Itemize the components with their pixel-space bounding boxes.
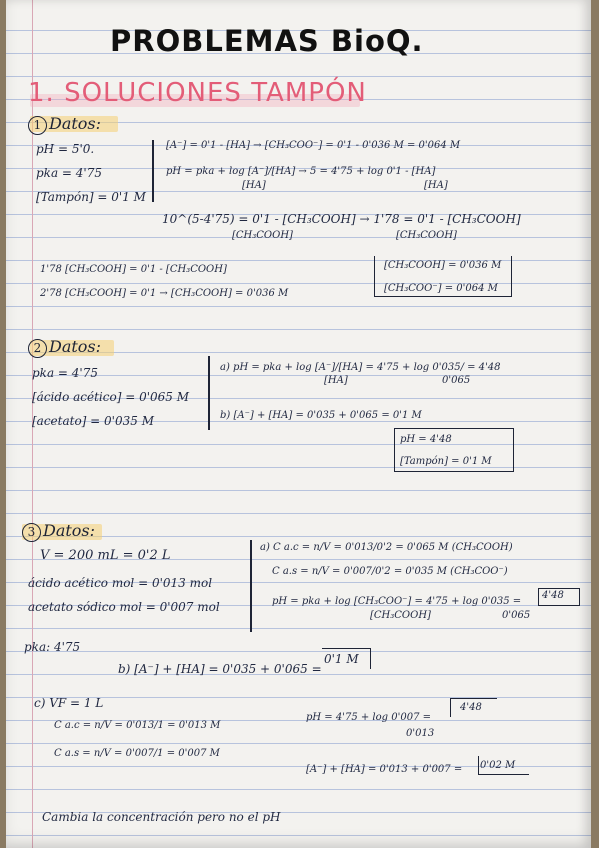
- p1-eq-3-den: [CH₃COOH]: [232, 230, 293, 241]
- page-title: PROBLEMAS BioQ.: [110, 24, 424, 58]
- p1-result-2: [CH₃COO⁻] = 0'064 M: [384, 283, 498, 294]
- section-heading: 1. SOLUCIONES TAMPÓN: [28, 78, 367, 108]
- problem-1-header: [28, 114, 101, 135]
- p3-eq-a3: pH = pka + log [CH₃COO⁻] = 4'75 + log 0'035 =: [272, 596, 522, 607]
- p3-eq-a3-den: [CH₃COOH]: [370, 610, 431, 621]
- p1-given-pka: pka = 4'75: [36, 166, 102, 180]
- problem-1-label: Datos:: [49, 114, 102, 133]
- p3-given-pka: pka: 4'75: [24, 640, 81, 654]
- p3-conclusion: Cambia la concentración pero no el pH: [42, 810, 281, 824]
- problem-3-number: 3: [22, 523, 41, 542]
- p1-eq-1: [A⁻] = 0'1 - [HA] → [CH₃COO⁻] = 0'1 - 0'036 M = 0'064 M: [166, 140, 461, 151]
- p2-eq-a-den-b: 0'065: [442, 375, 471, 386]
- p3-given-acetato: acetato sódico mol = 0'007 mol: [28, 600, 220, 614]
- p1-eq-5: 2'78 [CH₃COOH] = 0'1 → [CH₃COOH] = 0'036 M: [40, 288, 289, 299]
- p1-eq-3: 10^(5-4'75) = 0'1 - [CH₃COOH] → 1'78 = 0'1 - [CH₃COOH]: [162, 212, 521, 226]
- p3-brace: [250, 540, 252, 632]
- p2-result-2: [Tampón] = 0'1 M: [400, 456, 492, 467]
- p2-eq-a-den: [HA]: [324, 375, 348, 386]
- p1-eq-2-den: [HA]: [242, 180, 266, 191]
- p1-eq-3-den-b: [CH₃COOH]: [396, 230, 457, 241]
- p3-eq-a3-den-b: 0'065: [502, 610, 531, 621]
- notebook-page: [6, 0, 591, 848]
- problem-3-label: Datos:: [43, 521, 96, 540]
- p3-c-sum-result: 0'02 M: [480, 760, 516, 771]
- problem-1-number: 1: [28, 116, 47, 135]
- p2-eq-a: a) pH = pka + log [A⁻]/[HA] = 4'75 + log 0'035/ = 4'48: [220, 362, 501, 373]
- p3-eq-a1: a) C a.c = n/V = 0'013/0'2 = 0'065 M (CH₃COOH): [260, 542, 513, 553]
- p1-given-tampon: [Tampón] = 0'1 M: [36, 190, 146, 204]
- p2-result-1: pH = 4'48: [400, 434, 452, 445]
- p3-c-eq-1: C a.c = n/V = 0'013/1 = 0'013 M: [54, 720, 221, 731]
- p1-brace: [152, 140, 154, 202]
- p3-c-eq-ph: pH = 4'75 + log 0'007 =: [306, 712, 431, 723]
- problem-2-label: Datos:: [49, 337, 102, 356]
- p3-c-eq-3: [A⁻] + [HA] = 0'013 + 0'007 =: [306, 764, 463, 775]
- p2-brace: [208, 356, 210, 430]
- p2-given-acido: [ácido acético] = 0'065 M: [32, 390, 190, 404]
- p2-eq-b: b) [A⁻] + [HA] = 0'035 + 0'065 = 0'1 M: [220, 410, 422, 421]
- p3-c-label: c) VF = 1 L: [34, 696, 104, 710]
- problem-3-header: [22, 521, 95, 542]
- p3-c-eq-2: C a.s = n/V = 0'007/1 = 0'007 M: [54, 748, 220, 759]
- problem-2-number: 2: [28, 339, 47, 358]
- p1-given-ph: pH = 5'0.: [36, 142, 95, 156]
- p3-c-eq-ph-den: 0'013: [406, 728, 435, 739]
- p3-given-acido: ácido acético mol = 0'013 mol: [28, 576, 213, 590]
- p3-eq-a2: C a.s = n/V = 0'007/0'2 = 0'035 M (CH₃COO⁻): [272, 566, 508, 577]
- problem-2-header: [28, 337, 101, 358]
- p2-given-pka: pka = 4'75: [32, 366, 98, 380]
- p3-c-ph-result: 4'48: [460, 702, 482, 713]
- p1-eq-4: 1'78 [CH₃COOH] = 0'1 - [CH₃COOH]: [40, 264, 227, 275]
- p3-given-volume: V = 200 mL = 0'2 L: [40, 548, 171, 563]
- p1-eq-2-den-b: [HA]: [424, 180, 448, 191]
- p1-eq-2: pH = pka + log [A⁻]/[HA] → 5 = 4'75 + log 0'1 - [HA]: [166, 166, 436, 177]
- p3-a-result: 4'48: [542, 590, 564, 601]
- p2-given-acetato: [acetato] = 0'035 M: [32, 414, 154, 428]
- p3-b-result: 0'1 M: [324, 652, 359, 666]
- p1-result-1: [CH₃COOH] = 0'036 M: [384, 260, 502, 271]
- p3-eq-b: b) [A⁻] + [HA] = 0'035 + 0'065 =: [118, 662, 322, 676]
